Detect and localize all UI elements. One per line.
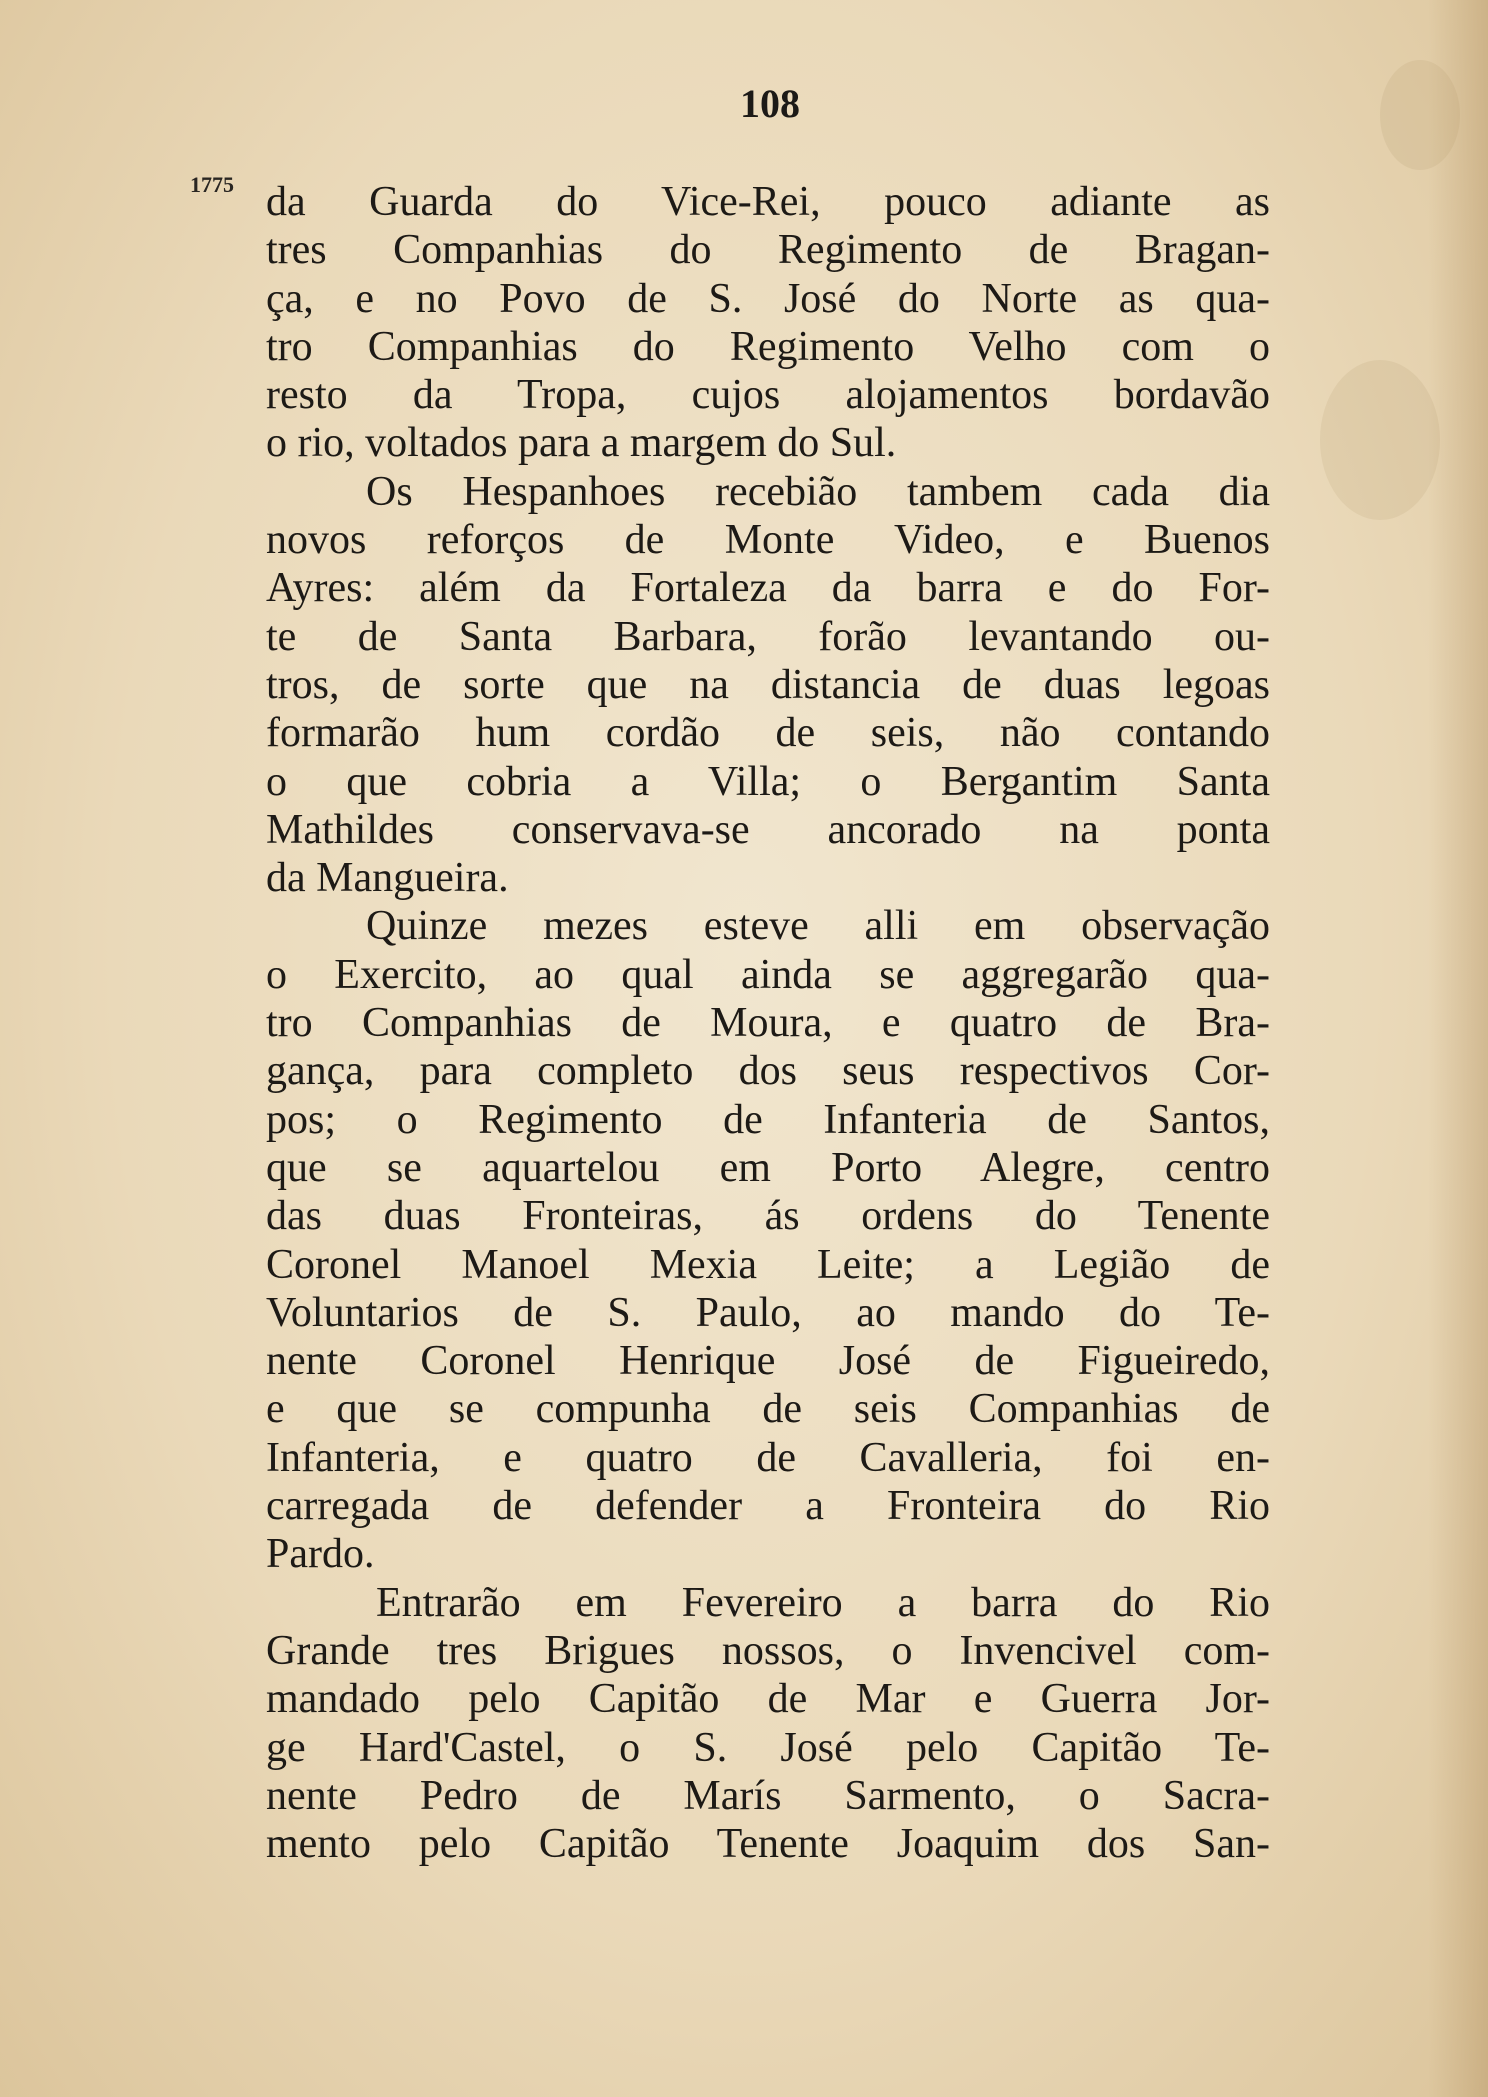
- text-line: que se aquartelou em Porto Alegre, centro: [266, 1144, 1270, 1191]
- text-line: mento pelo Capitão Tenente Joaquim dos San-: [266, 1821, 1270, 1868]
- text-line: tro Companhias de Moura, e quatro de Bra-: [266, 1000, 1270, 1047]
- text-line: mandado pelo Capitão de Mar e Guerra Jor-: [266, 1676, 1270, 1723]
- text-line: da Mangueira.: [266, 855, 509, 902]
- text-line: tres Companhias do Regimento de Bragan-: [266, 227, 1270, 274]
- text-line: ge Hard'Castel, o S. José pelo Capitão Te-: [266, 1724, 1270, 1771]
- text-line: tro Companhias do Regimento Velho com o: [266, 323, 1270, 370]
- text-line: o que cobria a Villa; o Bergantim Santa: [266, 758, 1270, 805]
- text-line: Mathildes conservava-se ancorado na ponta: [266, 806, 1270, 853]
- text-line: tros, de sorte que na distancia de duas legoas: [266, 661, 1270, 708]
- text-line: Voluntarios de S. Paulo, ao mando do Te-: [266, 1289, 1270, 1336]
- body-text: [266, 178, 1270, 1868]
- text-line: Entrarão em Fevereiro a barra do Rio: [376, 1579, 1270, 1626]
- page-edge-shadow: [1428, 0, 1488, 2097]
- text-line: ça, e no Povo de S. José do Norte as qua-: [266, 275, 1270, 322]
- text-line: resto da Tropa, cujos alojamentos bordavão: [266, 372, 1270, 419]
- text-line: da Guarda do Vice-Rei, pouco adiante as: [266, 179, 1270, 225]
- text-line: Quinze mezes esteve alli em observação: [366, 903, 1270, 950]
- text-line: e que se compunha de seis Companhias de: [266, 1386, 1270, 1433]
- text-line: o rio, voltados para a margem do Sul.: [266, 420, 897, 467]
- text-line: te de Santa Barbara, forão levantando ou-: [266, 613, 1270, 660]
- text-line: o Exercito, ao qual ainda se aggregarão qua-: [266, 951, 1270, 998]
- text-line: carregada de defender a Fronteira do Rio: [266, 1483, 1270, 1530]
- text-line: das duas Fronteiras, ás ordens do Tenente: [266, 1193, 1270, 1240]
- text-line: Ayres: além da Fortaleza da barra e do For-: [266, 565, 1270, 612]
- text-line: Infanteria, e quatro de Cavalleria, foi en-: [266, 1434, 1270, 1481]
- text-line: novos reforços de Monte Video, e Buenos: [266, 517, 1270, 564]
- page-number: 108: [740, 81, 800, 126]
- margin-year-note: 1775: [190, 172, 234, 197]
- text-line: Grande tres Brigues nossos, o Invencivel com-: [266, 1627, 1270, 1674]
- text-line: formarão hum cordão de seis, não contando: [266, 710, 1270, 757]
- text-line: pos; o Regimento de Infanteria de Santos,: [266, 1096, 1270, 1143]
- text-line: nente Coronel Henrique José de Figueiredo,: [266, 1338, 1270, 1385]
- paper-stain: [1320, 360, 1440, 520]
- text-line: Coronel Manoel Mexia Leite; a Legião de: [266, 1241, 1270, 1288]
- text-line: nente Pedro de Marís Sarmento, o Sacra-: [266, 1772, 1270, 1819]
- text-line: Pardo.: [266, 1531, 375, 1578]
- text-line: Os Hespanhoes recebião tambem cada dia: [366, 468, 1270, 515]
- text-line: gança, para completo dos seus respectivos Cor-: [266, 1048, 1270, 1095]
